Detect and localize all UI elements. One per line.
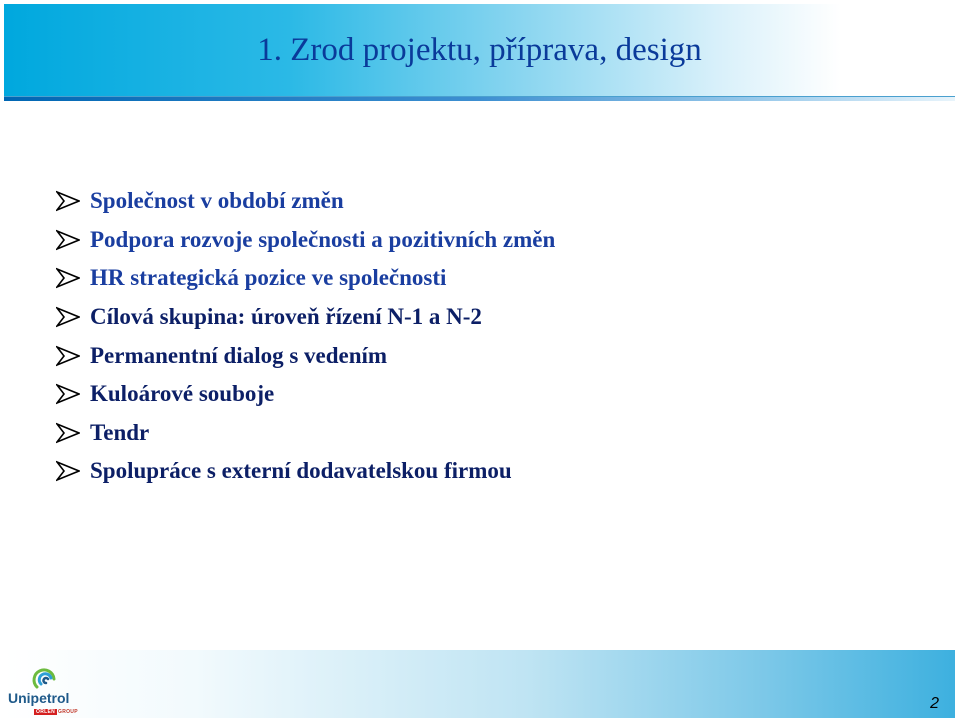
list-item <box>56 336 555 375</box>
logo-group: GROUP <box>58 709 78 715</box>
bullet-text: Podpora rozvoje společnosti a pozitivních změn <box>90 226 556 252</box>
page-number: 2 <box>930 695 939 712</box>
list-item <box>56 259 555 298</box>
footer-bar <box>4 650 955 718</box>
logo-orlen: ORLEN <box>36 709 55 715</box>
logo-tagline <box>34 709 78 715</box>
bullet-text: Permanentní dialog s vedením <box>90 342 388 368</box>
list-item <box>56 452 555 491</box>
list-item <box>56 375 555 414</box>
bullet-text: HR strategická pozice ve společnosti <box>90 265 447 291</box>
unipetrol-logo-icon <box>8 656 86 716</box>
arrowhead-bullet-icon <box>56 229 80 251</box>
bullet-text: Spolupráce s externí dodavatelskou firmou <box>90 458 512 484</box>
list-item <box>56 414 555 453</box>
list-item <box>56 221 555 260</box>
arrowhead-bullet-icon <box>56 190 80 212</box>
bullet-text: Společnost v období změn <box>90 188 344 214</box>
arrowhead-bullet-icon <box>56 383 80 405</box>
arrowhead-bullet-icon <box>56 267 80 289</box>
bullet-text: Cílová skupina: úroveň řízení N-1 a N-2 <box>90 304 482 330</box>
bullet-text: Kuloárové souboje <box>90 381 275 407</box>
arrowhead-bullet-icon <box>56 422 80 444</box>
arrowhead-bullet-icon <box>56 460 80 482</box>
logo-wordmark: Unipetrol <box>8 690 70 706</box>
slide-title: 1. Zrod projektu, příprava, design <box>257 32 702 68</box>
list-item <box>56 298 555 337</box>
bullet-list <box>56 182 555 491</box>
list-item <box>56 182 555 221</box>
arrowhead-bullet-icon <box>56 306 80 328</box>
arrowhead-bullet-icon <box>56 345 80 367</box>
bullet-text: Tendr <box>90 419 150 445</box>
